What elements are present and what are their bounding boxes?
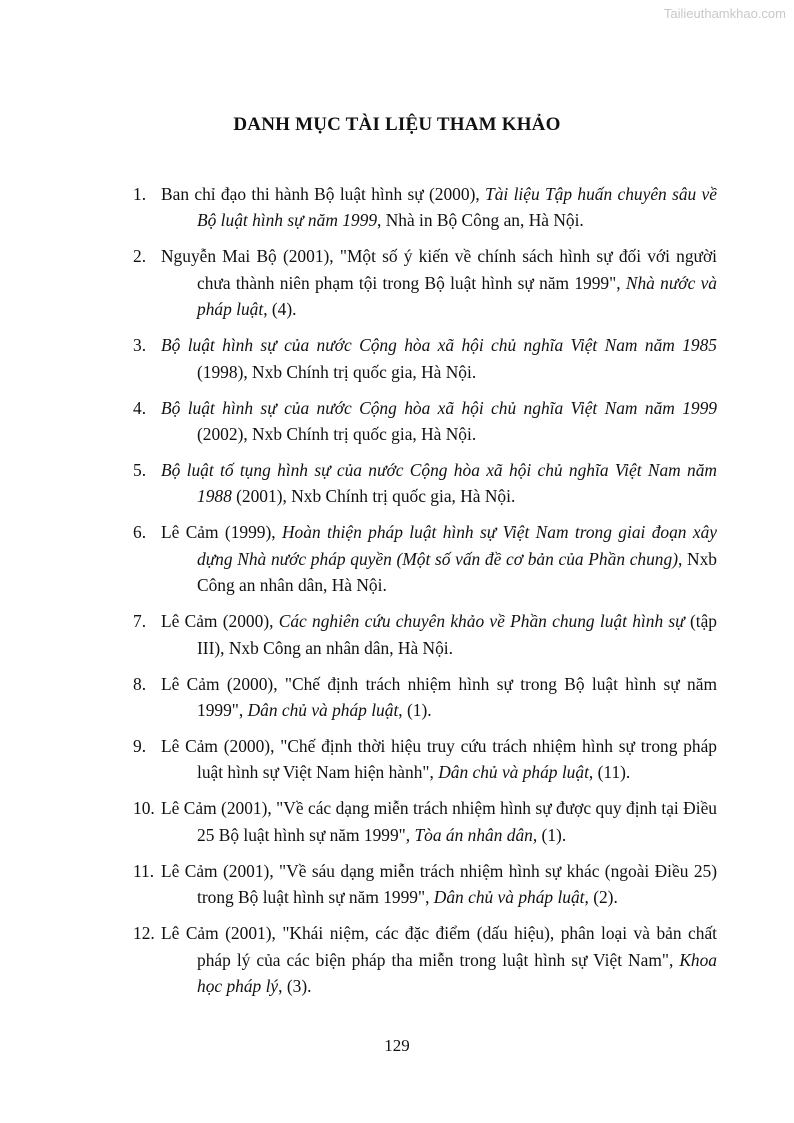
reference-title: Bộ luật tố tụng hình sự của nước Cộng hòa xã hội chủ nghĩa Việt Nam năm 1988 — [161, 460, 717, 507]
reference-number: 8. — [133, 673, 147, 694]
reference-title: Nhà nước và pháp luật — [197, 272, 718, 320]
reference-text: Lê Cảm (2001), "Về các dạng miễn trách nhiệm hình sự được quy định tại Điều 25 Bộ luật hình sự năm 1999", — [161, 798, 717, 845]
reference-title: Bộ luật hình sự của nước Cộng hòa xã hội chủ nghĩa Việt Nam năm 1999 — [161, 397, 717, 418]
reference-text: , (4). — [263, 299, 297, 320]
reference-text: Lê Cảm (1999), — [161, 522, 282, 543]
reference-text: Nguyễn Mai Bộ (2001), "Một số ý kiến về chính sách hình sự đối với người chưa thành niên phạm tội trong Bộ luật hình sự năm 1999", — [161, 246, 717, 293]
reference-text: Lê Cảm (2000), "Chế định thời hiệu truy cứu trách nhiệm hình sự trong pháp luật hình sự Việt Nam hiện hành", — [161, 736, 717, 783]
reference-text: Lê Cảm (2000), "Chế định trách nhiệm hình sự trong Bộ luật hình sự năm 1999", — [161, 673, 717, 721]
reference-number: 4. — [133, 397, 147, 418]
reference-item — [133, 519, 717, 598]
reference-number: 7. — [133, 611, 147, 632]
reference-title: Các nghiên cứu chuyên khảo về Phần chung luật hình sự — [278, 611, 685, 632]
reference-title: Khoa học pháp lý — [197, 949, 717, 997]
reference-title: Dân chủ và pháp luật — [433, 887, 585, 908]
watermark: Tailieuthamkhao.com — [663, 6, 786, 21]
reference-item — [133, 608, 717, 661]
reference-list — [133, 181, 717, 1009]
reference-item — [133, 243, 717, 322]
reference-text: Lê Cảm (2001), "Khái niệm, các đặc điểm (dấu hiệu), phân loại và bản chất pháp lý của các biện pháp tha miễn trong luật hình sự Việt Nam", — [161, 923, 717, 970]
reference-number: 5. — [133, 460, 147, 481]
reference-item — [133, 733, 717, 786]
reference-title: Tài liệu Tập huấn chuyên sâu về Bộ luật hình sự năm 1999 — [197, 184, 717, 231]
reference-text: , (11). — [588, 762, 631, 783]
reference-number: 6. — [133, 522, 147, 543]
reference-item — [133, 858, 717, 911]
reference-text: , (3). — [278, 976, 312, 997]
reference-item — [133, 920, 717, 999]
reference-item — [133, 457, 717, 510]
reference-text: , Nhà in Bộ Công an, Hà Nội. — [377, 210, 584, 231]
reference-text: Lê Cảm (2001), "Về sáu dạng miễn trách nhiệm hình sự khác (ngoài Điều 25) trong Bộ luật hình sự năm 1999", — [161, 860, 717, 908]
reference-text: , (1). — [532, 824, 567, 845]
reference-text: (tập III), Nxb Công an nhân dân, Hà Nội. — [197, 611, 717, 658]
reference-text: , (1). — [398, 700, 432, 721]
reference-text: (2001), Nxb Chính trị quốc gia, Hà Nội. — [231, 486, 516, 507]
page-number: 129 — [384, 1036, 410, 1055]
reference-number: 3. — [133, 335, 147, 356]
reference-item — [133, 795, 717, 848]
reference-item — [133, 671, 717, 724]
reference-title: Bộ luật hình sự của nước Cộng hòa xã hội chủ nghĩa Việt Nam năm 1985 — [161, 335, 717, 356]
reference-item — [133, 181, 717, 234]
page-title: DANH MỤC TÀI LIỆU THAM KHẢO — [233, 114, 561, 135]
reference-number: 12. — [133, 923, 155, 944]
reference-text: Lê Cảm (2000), — [161, 611, 279, 632]
reference-text: (1998), Nxb Chính trị quốc gia, Hà Nội. — [197, 361, 477, 382]
reference-title: Dân chủ và pháp luật — [247, 700, 399, 721]
reference-number: 9. — [133, 736, 147, 757]
reference-number: 1. — [133, 184, 147, 204]
reference-number: 10. — [133, 798, 155, 819]
reference-text: , (2). — [584, 887, 618, 908]
reference-item — [133, 332, 717, 385]
reference-title: Hoàn thiện pháp luật hình sự Việt Nam trong giai đoạn xây dựng Nhà nước pháp quyền (Một số vấn đề cơ bản của Phần chung) — [197, 522, 717, 569]
reference-title: Tòa án nhân dân — [414, 824, 533, 845]
reference-text: , Nxb Công an nhân dân, Hà Nội. — [197, 548, 717, 596]
reference-text: (2002), Nxb Chính trị quốc gia, Hà Nội. — [197, 424, 477, 445]
reference-item — [133, 395, 717, 448]
reference-text: Ban chỉ đạo thi hành Bộ luật hình sự (2000), — [161, 184, 486, 204]
reference-number: 11. — [133, 860, 155, 881]
reference-number: 2. — [133, 246, 147, 267]
reference-title: Dân chủ và pháp luật — [438, 762, 589, 783]
